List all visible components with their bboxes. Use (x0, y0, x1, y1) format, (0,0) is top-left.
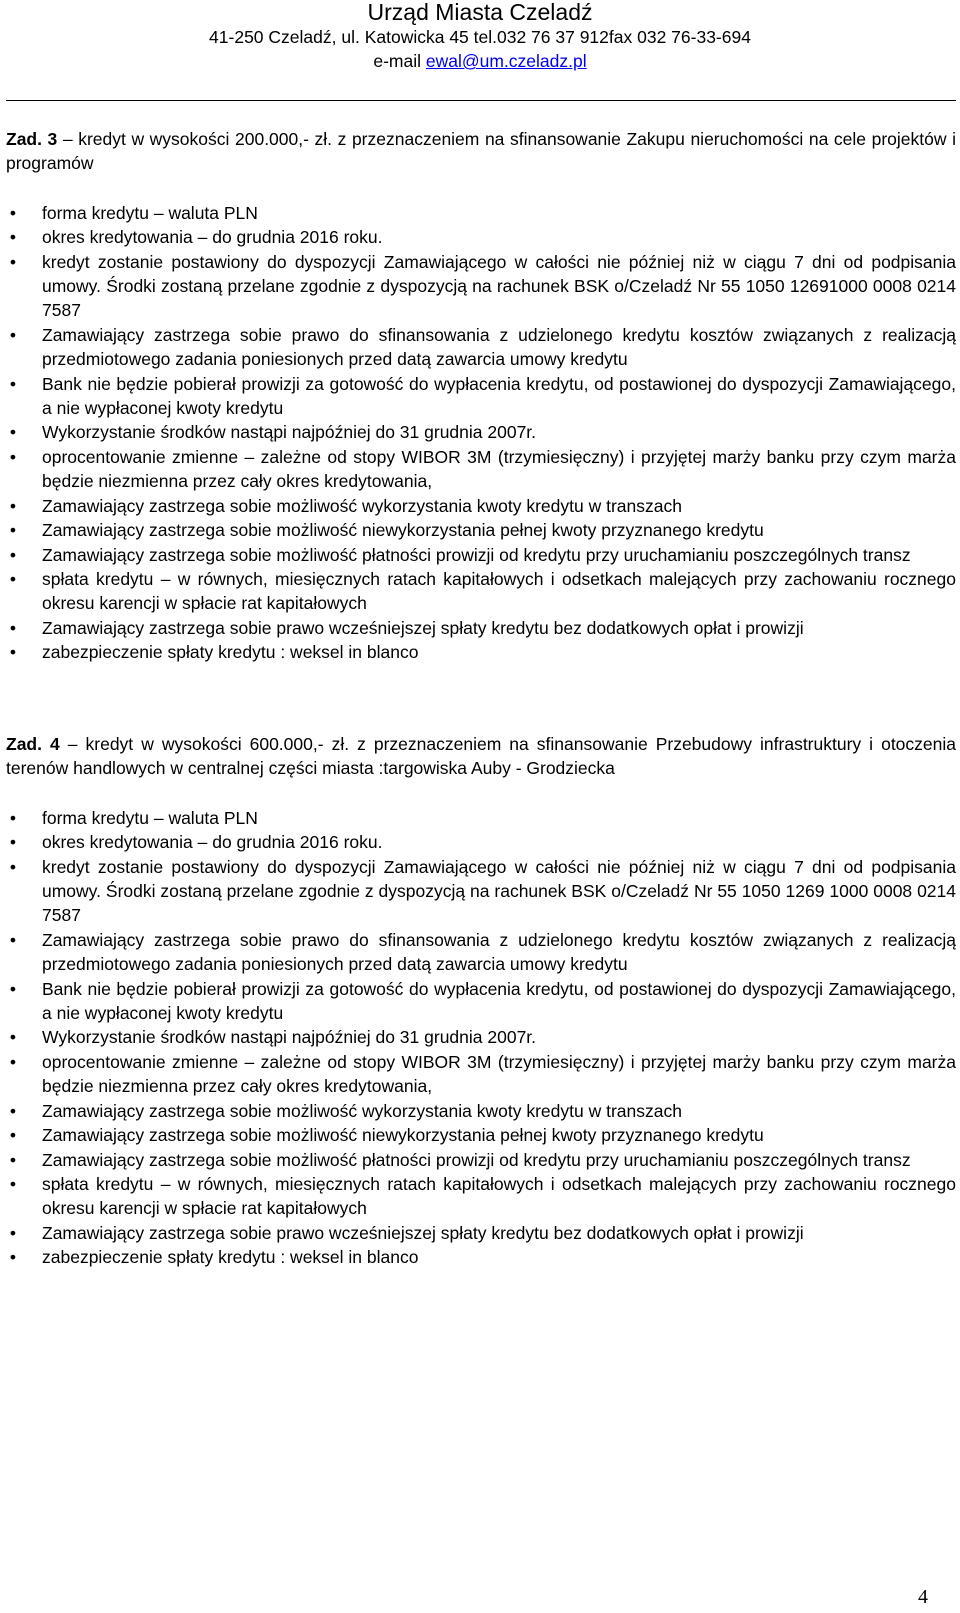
list-item-text: Zamawiający zastrzega sobie prawo wcześniejszej spłaty kredytu bez dodatkowych opłat i prowizji (42, 617, 804, 638)
list-item (6, 1245, 956, 1269)
task-label: Zad. 4 (6, 734, 60, 754)
task-heading: Zad. 3 – kredyt w wysokości 200.000,- zł. z przeznaczeniem na sfinansowanie Zakupu nieruchomości na cele projektów i programów (6, 129, 956, 174)
bullet-icon: • (9, 251, 17, 272)
email-prefix: e-mail (373, 51, 426, 71)
list-item-text: Bank nie będzie pobierał prowizji za gotowość do wypłacenia kredytu, od postawionej do dyspozycji Zamawiającego, a nie wypłaconej kwoty kredytu (42, 978, 956, 1024)
bullet-icon: • (9, 495, 17, 516)
bullet-icon: • (9, 832, 17, 853)
list-item-text: Zamawiający zastrzega sobie możliwość niewykorzystania pełnej kwoty przyznanego kredytu (42, 1125, 764, 1146)
list-item-text: Zamawiający zastrzega sobie prawo do sfinansowania z udzielonego kredytu kosztów związanych z realizacją przedmiotowego zadania poniesionych przed datą zawarcia umowy kredytu (42, 929, 956, 975)
list-item-text: spłata kredytu – w równych, miesięcznych ratach kapitałowych i odsetkach malejących przy zachowaniu rocznego okresu karencji w spłacie rat kapitałowych (42, 1173, 956, 1219)
bullet-icon: • (9, 1051, 17, 1072)
list-item-text: forma kredytu – waluta PLN (42, 807, 258, 828)
task-description: kredyt w wysokości 600.000,- zł. z przeznaczeniem na sfinansowanie Przebudowy infrastruktury i otoczenia terenów handlowych w centralnej części miasta :targowiska Auby - Grodziecka (6, 734, 956, 779)
list-item-text: Zamawiający zastrzega sobie możliwość niewykorzystania pełnej kwoty przyznanego kredytu (42, 520, 764, 541)
bullet-icon: • (9, 446, 17, 467)
list-item (6, 250, 956, 323)
task-section-3 (6, 127, 956, 665)
list-item (6, 567, 956, 616)
bullet-icon: • (9, 422, 17, 443)
page-number: 4 (918, 1586, 928, 1608)
list-item-text: Bank nie będzie pobierał prowizji za gotowość do wypłacenia kredytu, od postawionej do dyspozycji Zamawiającego, a nie wypłaconej kwoty kredytu (42, 373, 956, 419)
list-item-text: Wykorzystanie środków nastąpi najpóźniej do 31 grudnia 2007r. (42, 1027, 537, 1048)
list-item-text: zabezpieczenie spłaty kredytu : weksel in blanco (42, 1247, 419, 1268)
bullet-icon: • (9, 227, 17, 248)
list-item (6, 806, 956, 830)
bullet-icon: • (9, 1222, 17, 1243)
list-item (6, 1099, 956, 1123)
list-item (6, 225, 956, 249)
list-item (6, 1123, 956, 1147)
bullet-icon: • (9, 1125, 17, 1146)
task-conditions-list (6, 201, 956, 665)
list-item (6, 323, 956, 372)
header-divider (6, 100, 956, 101)
list-item (6, 1148, 956, 1172)
list-item (6, 201, 956, 225)
list-item (6, 640, 956, 664)
email-link[interactable]: ewal@um.czeladz.pl (425, 51, 587, 71)
office-address: 41-250 Czeladź, ul. Katowicka 45 tel.032 76 37 912fax 032 76-33-694 (209, 27, 751, 47)
list-item-text: okres kredytowania – do grudnia 2016 roku. (42, 227, 383, 248)
list-item-text: Zamawiający zastrzega sobie możliwość płatności prowizji od kredytu przy uruchamianiu poszczególnych transz (42, 1149, 911, 1170)
list-item-text: spłata kredytu – w równych, miesięcznych ratach kapitałowych i odsetkach malejących przy zachowaniu rocznego okresu karencji w spłacie rat kapitałowych (42, 568, 956, 614)
list-item-text: Zamawiający zastrzega sobie prawo do sfinansowania z udzielonego kredytu kosztów związanych z realizacją przedmiotowego zadania poniesionych przed datą zawarcia umowy kredytu (42, 324, 956, 370)
task-section-4 (6, 732, 956, 1270)
bullet-icon: • (9, 1149, 17, 1170)
list-item-text: zabezpieczenie spłaty kredytu : weksel in blanco (42, 642, 419, 663)
list-item (6, 1025, 956, 1049)
bullet-icon: • (9, 642, 17, 663)
list-item (6, 855, 956, 928)
bullet-icon: • (9, 856, 17, 877)
list-item (6, 977, 956, 1026)
list-item (6, 1172, 956, 1221)
list-item-text: Zamawiający zastrzega sobie możliwość wykorzystania kwoty kredytu w transzach (42, 495, 682, 516)
letterhead (0, 0, 960, 73)
task-conditions-list (6, 806, 956, 1270)
list-item (6, 445, 956, 494)
office-name: Urząd Miasta Czeladź (367, 0, 593, 25)
list-item (6, 1050, 956, 1099)
list-item (6, 1221, 956, 1245)
bullet-icon: • (9, 617, 17, 638)
list-item-text: oprocentowanie zmienne – zależne od stopy WIBOR 3M (trzymiesięczny) i przyjętej marży banku przy czym marża będzie niezmienna przez cały okres kredytowania, (42, 446, 956, 492)
email-line (0, 49, 960, 73)
list-item-text: Zamawiający zastrzega sobie możliwość wykorzystania kwoty kredytu w transzach (42, 1100, 682, 1121)
bullet-icon: • (9, 978, 17, 999)
bullet-icon: • (9, 807, 17, 828)
list-item (6, 830, 956, 854)
bullet-icon: • (9, 568, 17, 589)
bullet-icon: • (9, 1247, 17, 1268)
bullet-icon: • (9, 1173, 17, 1194)
list-item (6, 372, 956, 421)
bullet-icon: • (9, 929, 17, 950)
list-item (6, 420, 956, 444)
list-item-text: Zamawiający zastrzega sobie prawo wcześniejszej spłaty kredytu bez dodatkowych opłat i prowizji (42, 1222, 804, 1243)
bullet-icon: • (9, 324, 17, 345)
list-item-text: kredyt zostanie postawiony do dyspozycji Zamawiającego w całości nie później niż w ciągu 7 dni od podpisania umowy. Środki zostaną przelane zgodnie z dyspozycją na rachunek BSK o/Czeladź Nr 55 1050 12691000 0008 0214 7587 (42, 251, 956, 321)
list-item-text: Zamawiający zastrzega sobie możliwość płatności prowizji od kredytu przy uruchamianiu poszczególnych transz (42, 544, 911, 565)
list-item (6, 928, 956, 977)
task-heading: Zad. 4 – kredyt w wysokości 600.000,- zł. z przeznaczeniem na sfinansowanie Przebudowy infrastruktury i otoczenia terenów handlowych w centralnej części miasta :targowiska Auby - Grodziecka (6, 734, 956, 779)
list-item-text: Wykorzystanie środków nastąpi najpóźniej do 31 grudnia 2007r. (42, 422, 537, 443)
bullet-icon: • (9, 1027, 17, 1048)
list-item-text: okres kredytowania – do grudnia 2016 roku. (42, 832, 383, 853)
bullet-icon: • (9, 202, 17, 223)
list-item-text: kredyt zostanie postawiony do dyspozycji Zamawiającego w całości nie później niż w ciągu 7 dni od podpisania umowy. Środki zostaną przelane zgodnie z dyspozycją na rachunek BSK o/Czeladź Nr 55 1050 1269 1000 0008 0214 7587 (42, 856, 956, 926)
bullet-icon: • (9, 1100, 17, 1121)
list-item-text: forma kredytu – waluta PLN (42, 202, 258, 223)
bullet-icon: • (9, 544, 17, 565)
list-item-text: oprocentowanie zmienne – zależne od stopy WIBOR 3M (trzymiesięczny) i przyjętej marży banku przy czym marża będzie niezmienna przez cały okres kredytowania, (42, 1051, 956, 1097)
list-item (6, 616, 956, 640)
list-item (6, 518, 956, 542)
task-label: Zad. 3 (6, 129, 58, 149)
list-item (6, 494, 956, 518)
list-item (6, 543, 956, 567)
bullet-icon: • (9, 520, 17, 541)
task-description: kredyt w wysokości 200.000,- zł. z przeznaczeniem na sfinansowanie Zakupu nieruchomości na cele projektów i programów (6, 129, 956, 174)
bullet-icon: • (9, 373, 17, 394)
